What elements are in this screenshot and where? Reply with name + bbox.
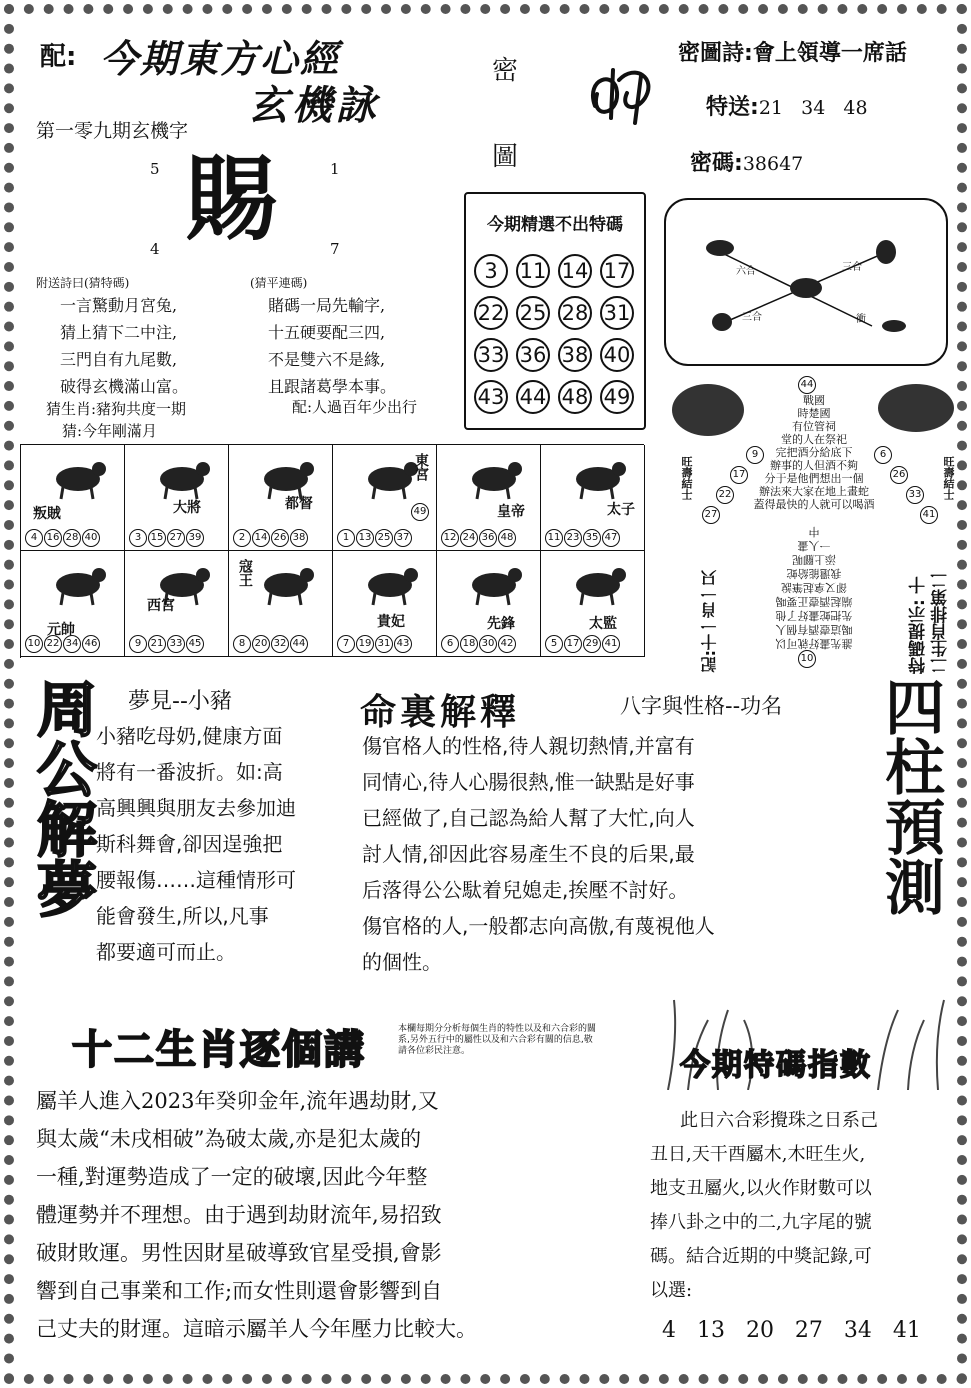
shengxiao-text <box>36 1082 636 1348</box>
notout-title: 今期精選不出特碼 <box>487 215 623 235</box>
poem-line: 賭碼一局先輸字, <box>268 296 386 315</box>
zodiac-num: 47 <box>602 529 620 547</box>
animal-icon <box>147 453 217 501</box>
xuanji-num-br: 7 <box>330 240 340 258</box>
index-line: 捧八卦之中的二,九字尾的號 <box>650 1212 872 1233</box>
notout-number: 48 <box>558 380 592 414</box>
zodiac-cell <box>541 445 645 551</box>
poem-left-title: 附送詩曰(猜特碼) <box>36 276 130 290</box>
zodiac-label: 都督 <box>285 496 313 512</box>
index-title: 今期特碼指數 <box>680 1048 872 1083</box>
side-num: 26 <box>890 466 908 484</box>
dream-line: 高興興與朋友去參加迪 <box>96 796 296 820</box>
side-num: 41 <box>920 506 938 524</box>
zodiac-num: 30 <box>479 635 497 653</box>
side-num: 6 <box>874 446 892 464</box>
zodiac-num: 13 <box>356 529 374 547</box>
xuanji-pei: 配:人過百年少出行 <box>292 398 418 416</box>
diamond-line: 分于是他們想出一個 <box>764 472 864 485</box>
zodiac-cell <box>437 551 541 657</box>
notout-number: 36 <box>516 338 550 372</box>
zodiac-num: 22 <box>44 635 62 653</box>
zodiac-num: 48 <box>498 529 516 547</box>
shengxiao-title: 十二生肖逐個講 <box>72 1027 366 1073</box>
zodiac-nums <box>129 525 205 547</box>
zodiac-num: 34 <box>63 635 81 653</box>
notout-number: 49 <box>600 380 634 414</box>
zodiac-nums <box>337 631 413 653</box>
animal-icon <box>43 453 113 501</box>
zodiac-num: 25 <box>375 529 393 547</box>
zodiac-num: 41 <box>602 635 620 653</box>
destiny-line: 討人情,卻因此容易產生不良的后果,最 <box>362 842 695 866</box>
destiny-line: 的個性。 <box>362 950 442 974</box>
zodiac-num: 37 <box>394 529 412 547</box>
relation-diagram <box>666 200 950 368</box>
index-line: 地支丑屬火,以火作財數可以 <box>650 1178 872 1199</box>
animal-icon <box>43 559 113 607</box>
notout-number: 11 <box>516 254 550 288</box>
index-numbers: 4 13 20 27 34 41 <box>662 1318 921 1343</box>
right-side-label: 旺壽結士 <box>942 456 955 500</box>
zodiac-num: 16 <box>44 529 62 547</box>
notout-number: 38 <box>558 338 592 372</box>
xuanji-num-bl: 4 <box>150 240 160 258</box>
zodiac-num: 35 <box>583 529 601 547</box>
sanhe-label-2: 三合 <box>742 312 762 323</box>
zodiac-nums <box>129 631 205 653</box>
diamond-lower <box>704 524 924 650</box>
tesong-values: 21 34 48 <box>758 97 868 119</box>
dream-text <box>96 718 346 970</box>
animal-icon <box>355 559 425 607</box>
animal-icon <box>459 453 529 501</box>
animal-icon <box>251 559 321 607</box>
tu-char: 圖 <box>492 142 519 172</box>
zodiac-label: 先鋒 <box>487 616 515 632</box>
left-side-label: 旺壽結士 <box>680 456 693 500</box>
zodiac-label: 大將 <box>173 500 201 516</box>
notout-number: 28 <box>558 296 592 330</box>
side-num: 22 <box>716 486 734 504</box>
zodiac-num: 9 <box>129 635 147 653</box>
xuanji-char: 賜 <box>185 146 278 253</box>
zodiac-num: 43 <box>394 635 412 653</box>
zodiac-num: 2 <box>233 529 251 547</box>
side-num: 17 <box>730 466 748 484</box>
dream-line: 都要適可而止。 <box>96 940 236 964</box>
index-line: 碼。結合近期的中獎記錄,可 <box>650 1246 872 1267</box>
zodiac-num: 19 <box>356 635 374 653</box>
shengxiao-line: 己丈夫的財運。這暗示屬羊人今年壓力比較大。 <box>36 1317 477 1341</box>
zodiac-nums <box>545 631 621 653</box>
zodiac-label: 元帥 <box>47 622 75 638</box>
destiny-line: 同情心,待人心腸很熱,惟一缺點是好事 <box>362 770 695 794</box>
poem-line: 一言驚動月宮兔, <box>60 296 178 315</box>
poem-line: 且跟諸葛學本事。 <box>268 377 397 396</box>
destiny-line: 傷官格的人,一般都志向高傲,有蔑視他人 <box>362 914 715 938</box>
index-line: 此日六合彩攪珠之日系己 <box>680 1110 878 1131</box>
shengxiao-line: 體運勢并不理想。由于遇到劫財流年,易招致 <box>36 1203 442 1227</box>
shengxiao-line: 與太歲“未戌相破”為破太歲,亦是犯太歲的 <box>36 1127 422 1151</box>
zodiac-num: 24 <box>460 529 478 547</box>
ji-label: 記:十一肖一只 <box>700 570 719 673</box>
zodiac-nums <box>441 631 517 653</box>
zodiac-num: 26 <box>271 529 289 547</box>
animal-icon <box>563 559 633 607</box>
zodiac-label: 貴妃 <box>377 614 405 630</box>
zodiac-label: 太子 <box>607 502 635 518</box>
poem-right <box>268 292 396 400</box>
diamond-line: 辦事的人但酒不夠 <box>770 459 858 472</box>
notout-number: 14 <box>558 254 592 288</box>
notout-number: 43 <box>474 380 508 414</box>
zodiac-num: 4 <box>25 529 43 547</box>
diamond-line: 辦法來大家在地上畫蛇 <box>759 485 869 498</box>
hint-line: 特碼提示: <box>909 599 929 674</box>
poem-line: 十五硬要配三四, <box>268 323 386 342</box>
diamond-line-inverted: 誰先畫好就可以 <box>775 637 853 650</box>
diamond-line-inverted: 先把蛇畫好了他 <box>775 609 853 622</box>
destiny-line: 已經做了,自己認為給人幫了大忙,向人 <box>362 806 695 830</box>
index-line: 丑日,天干酉屬木,木旺生火, <box>650 1144 866 1165</box>
destiny-side-title: 四柱預測 <box>875 676 945 916</box>
zodiac-num: 17 <box>564 635 582 653</box>
zodiac-num: 32 <box>271 635 289 653</box>
xuanji-heading: 第一零九期玄機字 <box>36 120 189 142</box>
dream-line: 將有一番波折。如:高 <box>96 760 283 784</box>
poem-line: 三門自有九尾數, <box>60 350 178 369</box>
notout-number: 25 <box>516 296 550 330</box>
zodiac-num: 46 <box>82 635 100 653</box>
dream-title: 夢見--小豬 <box>128 689 232 714</box>
dream-line: 能會發生,所以,凡事 <box>96 904 269 928</box>
zodiac-num: 39 <box>186 529 204 547</box>
shengxiao-line: 破財敗運。男性因財星破導致官星受損,會影 <box>36 1241 442 1265</box>
mima-label: 密碼: <box>690 151 743 176</box>
zodiac-num: 21 <box>148 635 166 653</box>
xuanji-num-tr: 1 <box>330 160 340 178</box>
zodiac-num: 6 <box>441 635 459 653</box>
notout-number: 17 <box>600 254 634 288</box>
notout-number: 31 <box>600 296 634 330</box>
poem-right-title: (猜平連碼) <box>250 276 308 290</box>
relation-box <box>664 198 948 366</box>
zodiac-label: 太監 <box>589 616 617 632</box>
zodiac-num: 33 <box>167 635 185 653</box>
zodiac-nums <box>337 525 413 547</box>
zodiac-num: 12 <box>441 529 459 547</box>
zodiac-cell <box>541 551 645 657</box>
destiny-text <box>362 728 872 980</box>
dream-line: 斯科舞會,卻因逞強把 <box>96 832 283 856</box>
zodiac-num: 8 <box>233 635 251 653</box>
diamond-line-inverted: 添上腳呢 <box>792 553 836 566</box>
diamond-line-inverted: 一人畫 <box>797 539 831 552</box>
diamond-line: 堂的人在祭祀 <box>781 433 847 446</box>
zodiac-num: 28 <box>63 529 81 547</box>
zodiac-cell <box>229 445 333 551</box>
header-title: 今期東方心經 <box>100 37 341 81</box>
zodiac-num: 31 <box>375 635 393 653</box>
zodiac-nums <box>441 525 517 547</box>
zodiac-num: 38 <box>290 529 308 547</box>
side-num: 33 <box>906 486 924 504</box>
notout-number: 44 <box>516 380 550 414</box>
zodiac-cell <box>437 445 541 551</box>
mitu-drawing <box>575 58 665 138</box>
zodiac-num: 1 <box>337 529 355 547</box>
zodiac-num: 18 <box>460 635 478 653</box>
zodiac-num: 23 <box>564 529 582 547</box>
animal-icon <box>459 559 529 607</box>
zodiac-cell <box>125 445 229 551</box>
zodiac-cell <box>21 551 125 657</box>
zodiac-nums <box>233 525 309 547</box>
diamond-line: 完把酒分給底下 <box>775 446 853 459</box>
liuhe-label: 六合 <box>736 266 756 277</box>
zodiac-grid <box>20 444 644 658</box>
diamond-section <box>664 374 964 674</box>
zodiac-extra-num: 49 <box>411 503 429 521</box>
zodiac-nums <box>25 631 101 653</box>
notout-box <box>464 192 646 430</box>
diamond-line: 有位管祠 <box>792 420 836 433</box>
zodiac-num: 10 <box>25 635 43 653</box>
chong-label: 衝 <box>856 314 866 325</box>
zodiac-nums <box>545 525 621 547</box>
hint-line: 十二生肖排第二 <box>909 572 951 674</box>
zodiac-cell <box>333 551 437 657</box>
poem-line: 猜上猜下二中注, <box>60 323 178 342</box>
pei-prefix: 配: <box>40 42 77 72</box>
zodiac-cell <box>21 445 125 551</box>
hint-block <box>908 564 952 674</box>
shengxiao-line: 響到自己事業和工作;而女性則還會影響到自 <box>36 1279 443 1303</box>
zodiac-num: 7 <box>337 635 355 653</box>
diamond-line-inverted: 我還能給蛇 <box>786 567 842 580</box>
zodiac-cell <box>333 445 437 551</box>
poem-line: 破得玄機滿山富。 <box>60 377 189 396</box>
diamond-line: 戰國 <box>803 394 825 407</box>
zodiac-label: 寇王 <box>237 559 253 587</box>
zodiac-num: 29 <box>583 635 601 653</box>
side-num: 9 <box>746 446 764 464</box>
zodiac-num: 11 <box>545 529 563 547</box>
zodiac-num: 40 <box>82 529 100 547</box>
zodiac-label: 叛賊 <box>33 506 61 522</box>
xuanji-num-tl: 5 <box>150 160 160 178</box>
poem-left <box>60 292 188 400</box>
zodiac-num: 14 <box>252 529 270 547</box>
tesong-label: 特送: <box>706 95 759 120</box>
zodiac-nums <box>25 525 101 547</box>
zodiac-nums <box>233 631 309 653</box>
sanhe-label-1: 三合 <box>842 262 862 273</box>
guess-animal: 猜生肖:豬狗共度一期 <box>46 400 187 418</box>
diamond-line: 時楚國 <box>797 407 831 420</box>
header-subtitle: 玄機詠 <box>248 83 380 129</box>
zodiac-cell <box>125 551 229 657</box>
mima-value: 38647 <box>742 153 804 175</box>
diamond-line-inverted: 卻又拿起筆說 <box>781 581 847 594</box>
zodiac-cell <box>229 551 333 657</box>
notout-number: 22 <box>474 296 508 330</box>
shengxiao-line: 一種,對運勢造成了一定的破壞,因此今年整 <box>36 1165 428 1189</box>
dream-line: 腰報傷……這種情形可 <box>96 868 296 892</box>
zodiac-num: 3 <box>129 529 147 547</box>
zodiac-label: 東宮 <box>413 453 429 481</box>
dream-line: 小豬吃母奶,健康方面 <box>96 724 283 748</box>
zodiac-num: 44 <box>290 635 308 653</box>
destiny-line: 后落得公公駄着兒媳走,挨壓不討好。 <box>362 878 689 902</box>
zodiac-num: 27 <box>167 529 185 547</box>
diamond-line-inverted: 中 <box>808 525 820 538</box>
poem-line: 不是雙六不是緣, <box>268 350 386 369</box>
shengxiao-line: 屬羊人進入2023年癸卯金年,流年遇劫財,又 <box>36 1089 439 1113</box>
side-num: 27 <box>702 506 720 524</box>
shengxiao-note: 本欄每期分分析每個生肖的特性以及和六合彩的關系,另外五行中的屬性以及和六合彩有關的信息,敬請各位彩民注意。 <box>398 1024 597 1056</box>
animal-icon <box>563 453 633 501</box>
notout-number: 3 <box>474 254 508 288</box>
diamond-line-inverted: 喝這壺酒有個人 <box>775 623 853 636</box>
diamond-top-num: 44 <box>798 376 816 394</box>
mi-char: 密 <box>492 56 519 86</box>
zodiac-num: 15 <box>148 529 166 547</box>
zodiac-num: 45 <box>186 635 204 653</box>
zodiac-num: 5 <box>545 635 563 653</box>
destiny-subtitle: 八字與性格--功名 <box>620 694 783 718</box>
destiny-title: 命裏解釋 <box>360 692 521 733</box>
zodiac-num: 36 <box>479 529 497 547</box>
index-text <box>650 1104 950 1308</box>
zodiac-num: 20 <box>252 635 270 653</box>
zodiac-label: 西宮 <box>147 598 175 614</box>
notout-number: 33 <box>474 338 508 372</box>
diamond-line-inverted: 端起酒壺正要喝 <box>775 595 853 608</box>
zodiac-label: 皇帝 <box>497 504 525 520</box>
notout-number: 40 <box>600 338 634 372</box>
destiny-line: 傷官格人的性格,待人親切熱情,并富有 <box>362 734 695 758</box>
diamond-line: 蓋得最快的人就可以喝酒 <box>753 498 875 511</box>
guess-text: 猜:今年剛滿月 <box>62 422 158 440</box>
dream-side-title: 周公解夢 <box>27 678 97 918</box>
index-line: 以選: <box>650 1280 693 1301</box>
zodiac-num: 42 <box>498 635 516 653</box>
poem-text: 會上領導一席話 <box>752 41 907 66</box>
poem-label: 密圖詩: <box>678 41 753 66</box>
diamond-bottom-num: 10 <box>798 650 816 668</box>
